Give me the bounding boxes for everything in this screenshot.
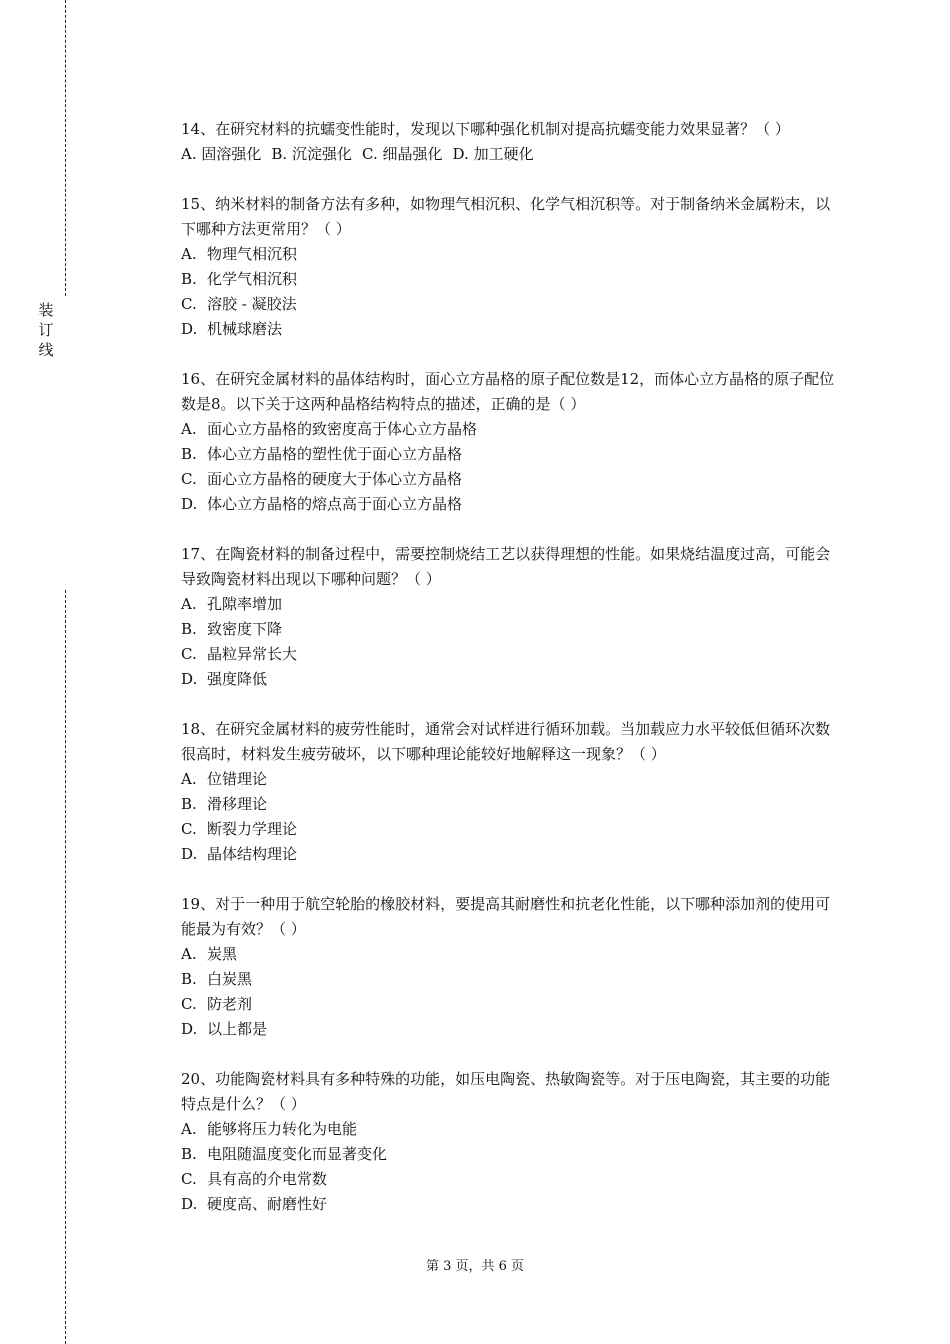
option-letter: C. <box>181 470 197 488</box>
option-letter: D. <box>181 1020 198 1038</box>
option-letter: D. <box>181 1195 198 1213</box>
option-letter: C. <box>181 645 197 663</box>
option-letter: C. <box>362 145 378 163</box>
option-text: 孔隙率增加 <box>207 595 283 613</box>
option-d <box>181 667 841 692</box>
question-text: 14、在研究材料的抗蠕变性能时，发现以下哪种强化机制对提高抗蠕变能力效果显著？（ ） <box>181 120 790 138</box>
option-text: 体心立方晶格的熔点高于面心立方晶格 <box>207 495 463 513</box>
option-text: 能够将压力转化为电能 <box>207 1120 358 1138</box>
question-15 <box>181 192 841 342</box>
option-a <box>181 242 841 267</box>
option-c <box>181 467 841 492</box>
option-a <box>181 417 841 442</box>
option-letter: D. <box>452 145 469 163</box>
binding-label <box>36 300 56 360</box>
option-d <box>181 1192 841 1217</box>
option-b <box>181 617 841 642</box>
option-text: 加工硬化 <box>473 145 534 163</box>
option-a <box>181 1117 841 1142</box>
question-text: 17、在陶瓷材料的制备过程中，需要控制烧结工艺以获得理想的性能。如果烧结温度过高，可能会导致陶瓷材料出现以下哪种问题？（ ） <box>181 545 831 588</box>
option-text: 滑移理论 <box>207 795 268 813</box>
option-c <box>362 145 443 163</box>
option-letter: B. <box>181 795 197 813</box>
option-letter: C. <box>181 295 197 313</box>
question-text: 15、纳米材料的制备方法有多种，如物理气相沉积、化学气相沉积等。对于制备纳米金属粉末，以下哪种方法更常用？（ ） <box>181 195 831 238</box>
option-text: 电阻随温度变化而显著变化 <box>207 1145 388 1163</box>
option-text: 体心立方晶格的塑性优于面心立方晶格 <box>207 445 463 463</box>
question-20 <box>181 1067 841 1217</box>
option-text: 溶胶 - 凝胶法 <box>207 295 297 313</box>
option-letter: A. <box>181 945 197 963</box>
option-letter: B. <box>271 145 288 163</box>
binding-char: 线 <box>38 341 54 359</box>
option-a <box>181 145 261 163</box>
option-a <box>181 592 841 617</box>
option-c <box>181 992 841 1017</box>
option-letter: B. <box>181 1145 197 1163</box>
option-text: 强度降低 <box>207 670 268 688</box>
question-19 <box>181 892 841 1042</box>
option-letter: C. <box>181 995 197 1013</box>
option-d <box>181 317 841 342</box>
option-c <box>181 817 841 842</box>
binding-char: 订 <box>38 321 54 339</box>
option-b <box>181 792 841 817</box>
option-a <box>181 767 841 792</box>
option-row <box>181 142 841 167</box>
option-letter: A. <box>181 420 197 438</box>
question-text: 19、对于一种用于航空轮胎的橡胶材料，要提高其耐磨性和抗老化性能，以下哪种添加剂的使用可能最为有效？（ ） <box>181 895 831 938</box>
option-text: 位错理论 <box>207 770 268 788</box>
option-letter: C. <box>181 1170 197 1188</box>
option-text: 晶体结构理论 <box>207 845 298 863</box>
option-text: 面心立方晶格的致密度高于体心立方晶格 <box>207 420 478 438</box>
option-letter: A. <box>181 245 197 263</box>
question-14 <box>181 117 841 167</box>
option-text: 防老剂 <box>207 995 253 1013</box>
question-list <box>181 117 841 1242</box>
option-text: 沉淀强化 <box>291 145 352 163</box>
option-text: 固溶强化 <box>201 145 262 163</box>
question-16 <box>181 367 841 517</box>
option-letter: D. <box>181 845 198 863</box>
option-b <box>181 267 841 292</box>
option-text: 化学气相沉积 <box>207 270 298 288</box>
question-text: 16、在研究金属材料的晶体结构时，面心立方晶格的原子配位数是12，而体心立方晶格的原子配位数是8。以下关于这两种晶格结构特点的描述，正确的是（ ） <box>181 370 835 413</box>
option-text: 物理气相沉积 <box>207 245 298 263</box>
option-text: 硬度高、耐磨性好 <box>207 1195 328 1213</box>
option-b <box>271 145 352 163</box>
option-c <box>181 1167 841 1192</box>
option-d <box>453 145 534 163</box>
option-letter: A. <box>181 595 197 613</box>
question-text: 18、在研究金属材料的疲劳性能时，通常会对试样进行循环加载。当加载应力水平较低但循环次数很高时，材料发生疲劳破坏，以下哪种理论能较好地解释这一现象？（ ） <box>181 720 831 763</box>
option-d <box>181 842 841 867</box>
binding-dashed-line-bottom <box>65 590 66 1344</box>
option-b <box>181 442 841 467</box>
option-text: 面心立方晶格的硬度大于体心立方晶格 <box>207 470 463 488</box>
binding-char: 装 <box>38 301 54 319</box>
option-d <box>181 492 841 517</box>
option-b <box>181 1142 841 1167</box>
option-text: 晶粒异常长大 <box>207 645 298 663</box>
question-text: 20、功能陶瓷材料具有多种特殊的功能，如压电陶瓷、热敏陶瓷等。对于压电陶瓷，其主要的功能特点是什么？（ ） <box>181 1070 831 1113</box>
option-letter: B. <box>181 445 197 463</box>
option-text: 断裂力学理论 <box>207 820 298 838</box>
option-letter: B. <box>181 970 197 988</box>
option-c <box>181 642 841 667</box>
question-17 <box>181 542 841 692</box>
option-letter: B. <box>181 620 197 638</box>
option-letter: D. <box>181 670 198 688</box>
option-b <box>181 967 841 992</box>
option-letter: A. <box>181 1120 197 1138</box>
option-letter: A. <box>181 770 197 788</box>
option-text: 白炭黑 <box>207 970 253 988</box>
option-text: 细晶强化 <box>382 145 443 163</box>
option-a <box>181 942 841 967</box>
page-number: 第 3 页，共 6 页 <box>425 1259 525 1274</box>
option-text: 具有高的介电常数 <box>207 1170 328 1188</box>
option-text: 致密度下降 <box>207 620 283 638</box>
binding-dashed-line-top <box>65 0 66 296</box>
option-letter: A. <box>181 145 197 163</box>
question-18 <box>181 717 841 867</box>
option-letter: D. <box>181 320 198 338</box>
option-text: 炭黑 <box>207 945 238 963</box>
option-letter: D. <box>181 495 198 513</box>
option-text: 以上都是 <box>207 1020 268 1038</box>
option-letter: C. <box>181 820 197 838</box>
option-letter: B. <box>181 270 197 288</box>
option-text: 机械球磨法 <box>207 320 283 338</box>
option-c <box>181 292 841 317</box>
option-d <box>181 1017 841 1042</box>
